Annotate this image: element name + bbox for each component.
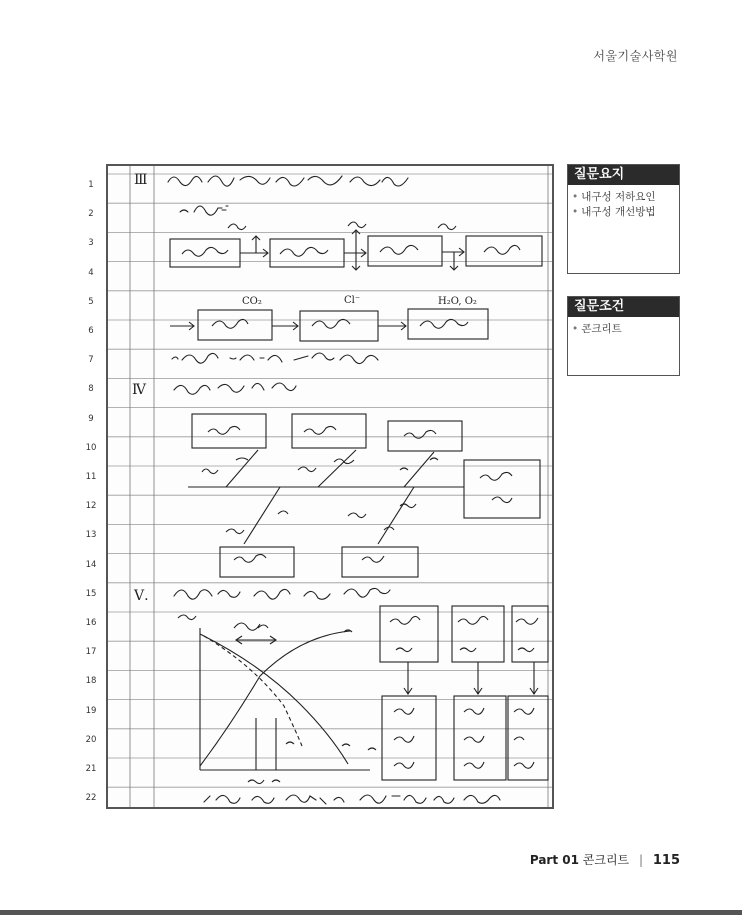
line-number: 6 [88, 326, 94, 336]
formula-co2: CO₂ [242, 296, 262, 307]
line-number: 8 [88, 384, 94, 395]
line-number: 11 [85, 472, 97, 482]
line-number: 7 [88, 355, 94, 366]
line-number: 21 [85, 764, 97, 774]
question-summary-title: 질문요지 [568, 165, 679, 185]
line-number: 2 [88, 209, 94, 220]
line-number: 14 [85, 559, 97, 570]
line-number: 4 [88, 267, 94, 278]
line-number: 20 [85, 734, 97, 745]
handwritten-answer-sheet [106, 164, 554, 809]
question-condition-title: 질문조건 [568, 297, 679, 317]
question-condition-panel [567, 296, 680, 376]
section-mark-3: Ⅲ [134, 172, 148, 188]
line-number: 17 [85, 647, 97, 658]
line-number: 15 [85, 588, 97, 599]
footer-part: Part 01 [529, 853, 579, 867]
line-number: 22 [85, 793, 97, 804]
section-mark-5: Ⅴ. [134, 588, 149, 604]
line-number: 16 [85, 618, 97, 628]
line-number: 9 [88, 413, 94, 424]
line-number: 18 [85, 676, 97, 687]
line-number: 3 [88, 238, 94, 249]
page-number: 115 [652, 853, 680, 868]
line-number: 1 [88, 180, 94, 190]
line-number: 10 [85, 442, 97, 453]
question-condition-item: • 콘크리트 [572, 323, 622, 335]
footer-section: 콘크리트 [582, 853, 630, 867]
question-summary-item: • 내구성 개선방법 [572, 206, 656, 218]
formula-h2o-o2: H₂O, O₂ [438, 296, 477, 307]
section-mark-4: Ⅳ [132, 382, 146, 398]
question-summary-panel [567, 164, 680, 274]
question-summary-item: • 내구성 저하요인 [572, 191, 656, 203]
line-number: 13 [85, 530, 97, 541]
line-number: 5 [88, 296, 94, 307]
formula-cl: Cl⁻ [344, 295, 361, 306]
line-number: 19 [85, 705, 97, 716]
line-number: 12 [85, 501, 97, 512]
handwriting-drawing [108, 166, 552, 807]
header-title: 서울기술사학원 [593, 49, 678, 63]
page-footer: Part 01 콘크리트 | 115 [529, 853, 680, 868]
bottom-rule [0, 910, 742, 915]
